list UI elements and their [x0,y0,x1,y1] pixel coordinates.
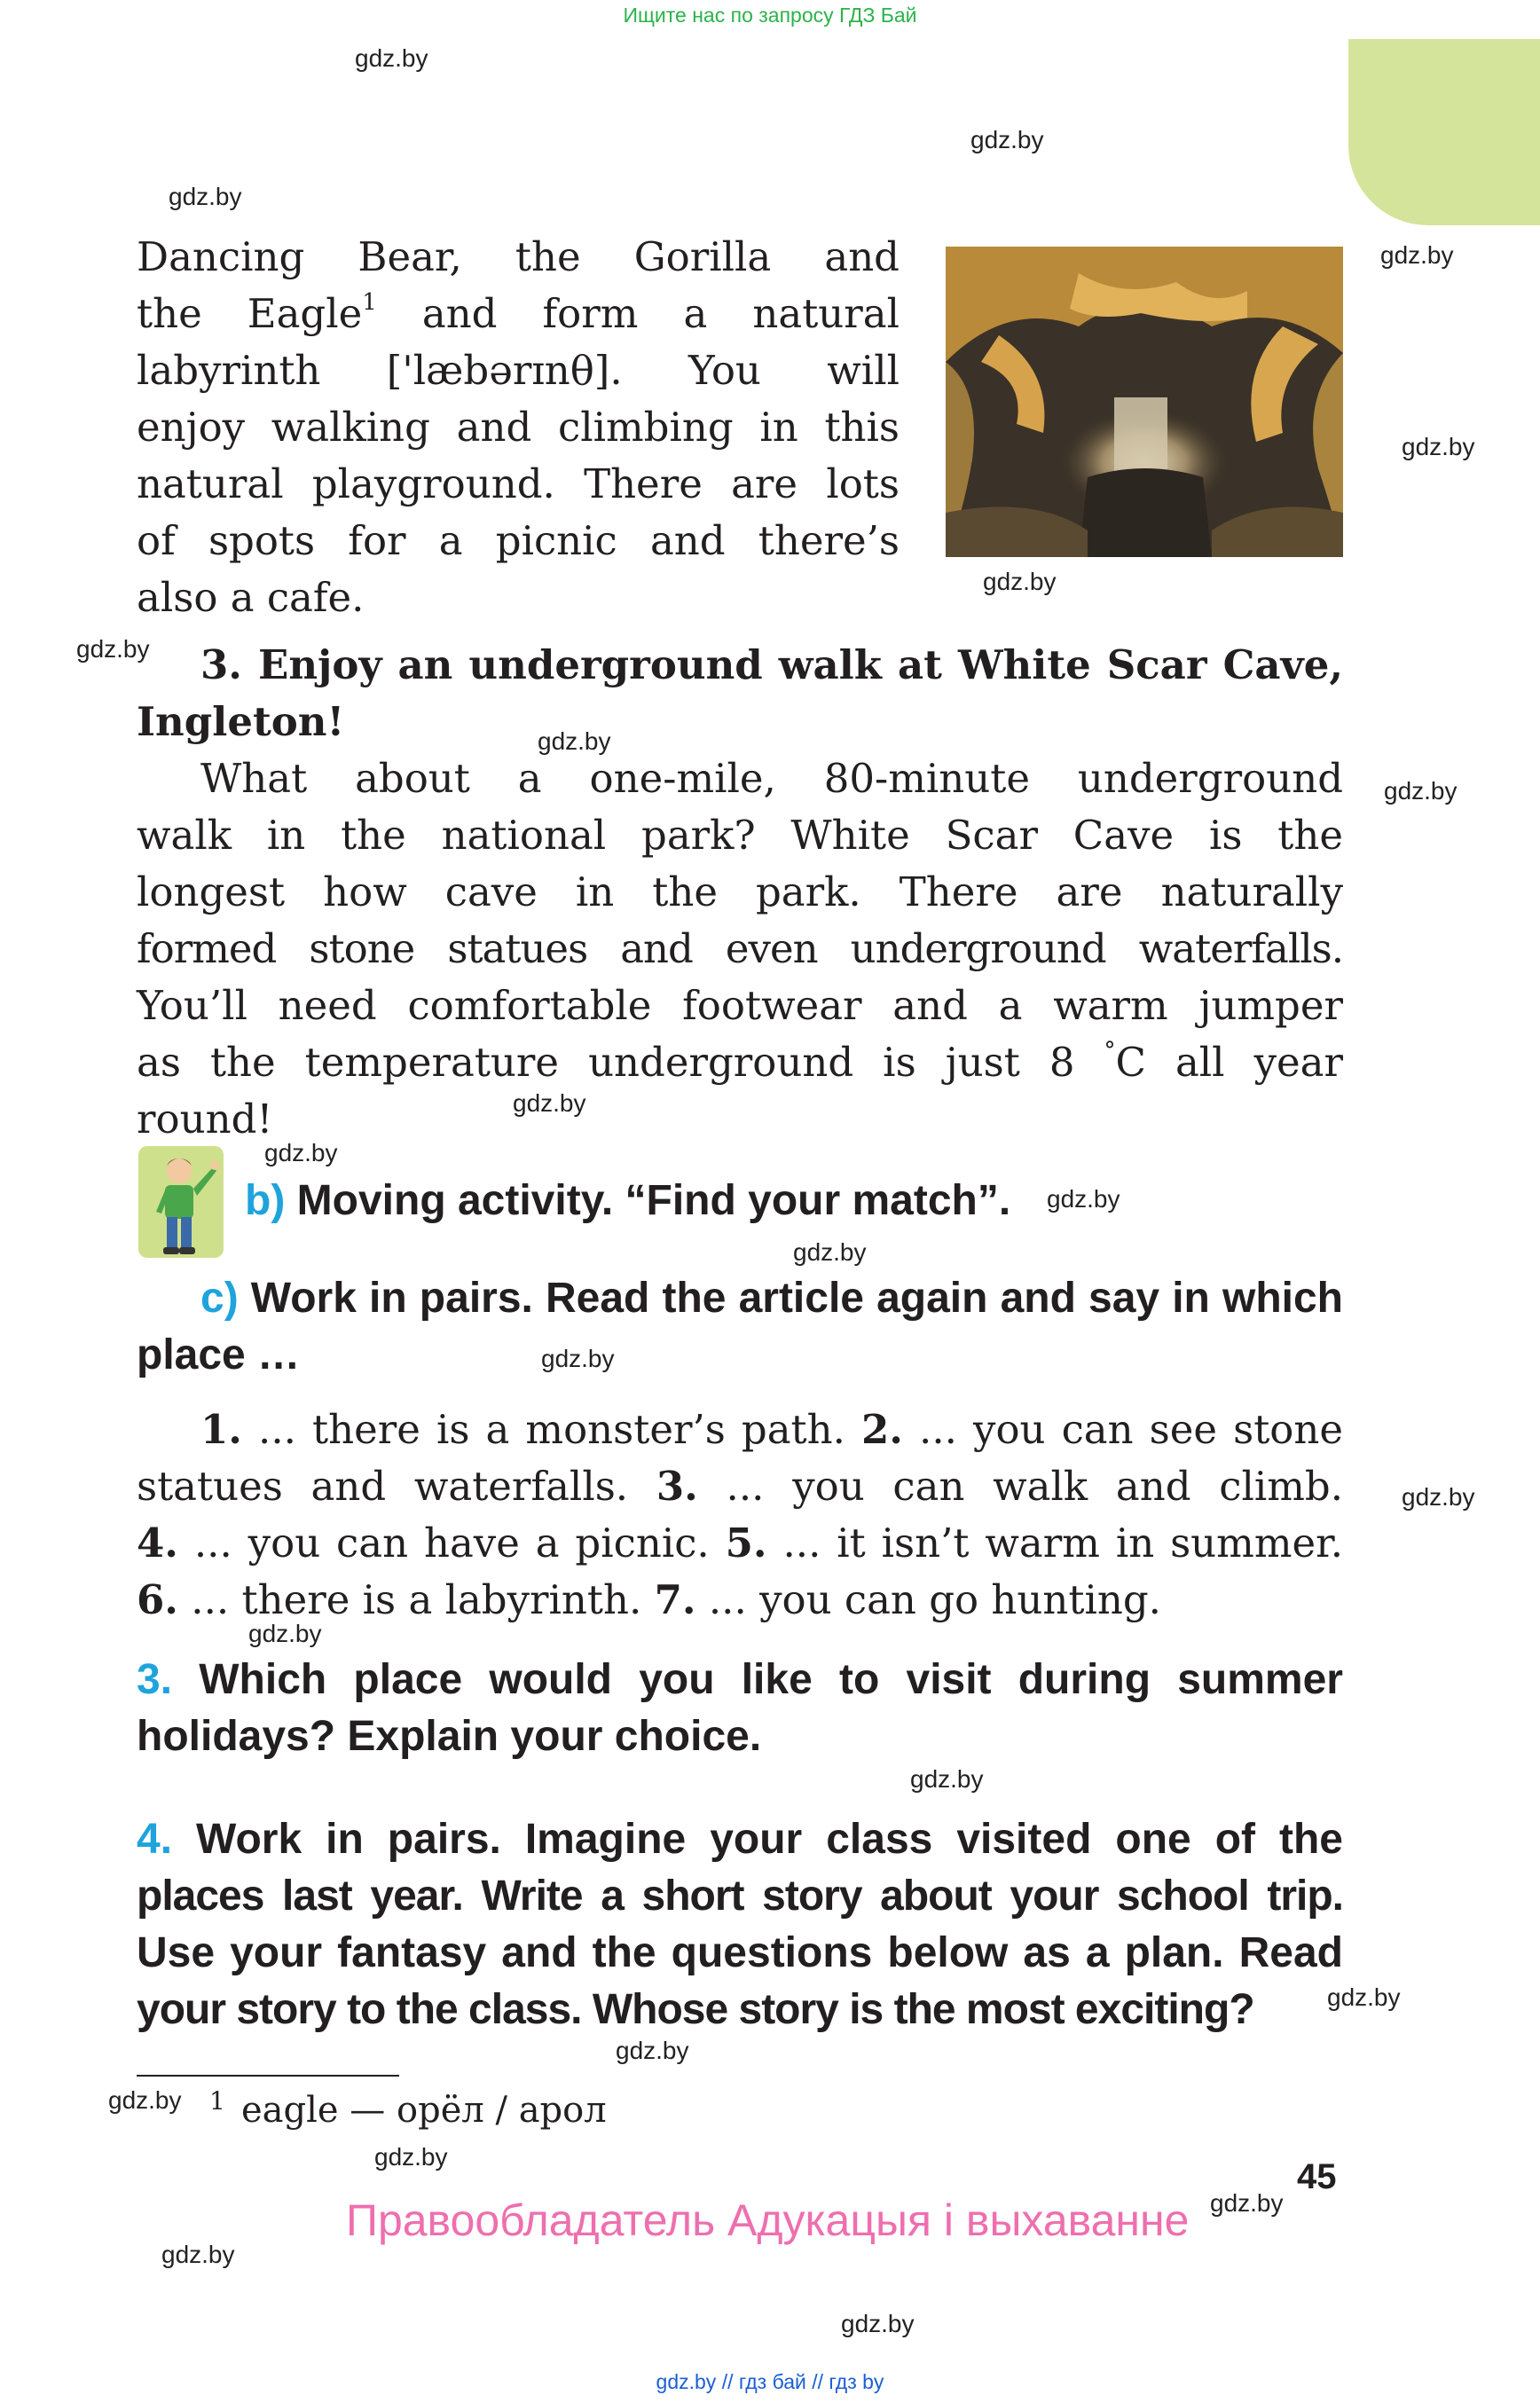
task-text: Which place would you like to visit during summer [199,1656,1343,1703]
paragraph-line-text: and form a natural [376,290,900,337]
task-letter: c) [200,1275,239,1322]
watermark: gdz.by [264,1139,338,1166]
boy-pointing-icon [138,1146,224,1258]
list-item [137,1458,1343,1515]
paragraph-line: natural playground. There are lots [137,460,900,507]
watermark: gdz.by [248,1620,322,1647]
task-text: places last year. Write a short story about your school trip. [137,1873,1343,1920]
watermark: gdz.by [1210,2189,1284,2217]
paragraph-line [137,286,900,342]
item-number: 7. [654,1576,696,1623]
task-letter: b) [245,1177,286,1224]
paragraph-line: round! [137,1095,273,1143]
task-4 [137,1815,1343,1864]
watermark: gdz.by [1327,1983,1401,2011]
item-text: ... it isn’t warm in summer. [766,1520,1343,1567]
paragraph-line: of spots for a picnic and there’s [137,517,900,564]
task-text: holidays? Explain your choice. [137,1713,762,1760]
cave-photo-image [946,247,1343,557]
copyright-notice: Правообладатель Адукацыя і выхаванне [346,2195,1190,2245]
paragraph-line: Dancing Bear, the Gorilla and [137,233,900,280]
task-text: place … [137,1331,301,1378]
list-item [200,1402,1343,1458]
watermark: gdz.by [161,2241,235,2268]
watermark: gdz.by [970,126,1044,153]
footnote-number: 1 [209,2086,225,2116]
watermark: gdz.by [374,2143,448,2171]
boy-pointing-icon-image [138,1146,224,1258]
bottom-links[interactable]: gdz.by // гдз бай // гдз by [656,2370,884,2393]
task-text: Use your fantasy and the questions below as a plan. Read [137,1929,1343,1976]
item-text: ... there is a monster’s path. [241,1406,861,1453]
item-text: ... you can see stone [902,1406,1343,1453]
task-c [200,1274,1343,1323]
paragraph-line-text: as the temperature underground is just 8 [137,1039,1075,1086]
watermark: gdz.by [513,1089,586,1117]
task-text: Work in pairs. Imagine your class visited one of the [196,1816,1344,1863]
footnote-text: eagle — орёл / арол [241,2090,607,2131]
item-number: 6. [137,1576,178,1623]
task-text: Moving activity. “Find your match”. [296,1177,1011,1224]
item-text: ... you can have a picnic. [177,1520,726,1567]
task-text: Work in pairs. Read the article again and say in which [250,1275,1343,1322]
task-text: your story to the class. Whose story is the most exciting? [137,1986,1254,2033]
section-heading: 3. Enjoy an underground walk at White Scar Cave, [200,641,1343,688]
watermark: gdz.by [1384,777,1458,805]
watermark: gdz.by [983,568,1057,595]
list-item [137,1515,1343,1572]
watermark: gdz.by [841,2310,915,2337]
watermark: gdz.by [76,635,150,663]
degree-sign: ° [1104,1038,1116,1064]
list-item [137,1572,1343,1629]
item-text: ... you can go hunting. [695,1576,1161,1623]
item-text: statues and waterfalls. [137,1463,656,1510]
watermark: gdz.by [910,1765,984,1793]
paragraph-line: labyrinth ['læbərɪnθ]. You will [137,347,900,394]
watermark: gdz.by [1402,433,1475,460]
paragraph-line-text: C all year [1115,1039,1343,1086]
paragraph-line: formed stone statues and even underground waterfalls. [137,925,1343,972]
task-3 [137,1655,1343,1704]
paragraph-line-text: the Eagle [137,290,363,337]
paragraph-line: longest how cave in the park. There are naturally [137,868,1343,915]
task-b [245,1176,1010,1225]
item-number: 1. [200,1406,242,1453]
watermark: gdz.by [793,1238,867,1266]
watermark: gdz.by [1380,241,1454,269]
watermark: gdz.by [1047,1185,1120,1213]
paragraph-line: enjoy walking and climbing in this [137,404,900,451]
paragraph-line: also a cafe. [137,574,365,621]
corner-tab-decoration [1348,39,1540,225]
page-number: 45 [1297,2157,1337,2196]
paragraph-line [137,1034,1343,1091]
item-text: ... you can walk and climb. [697,1463,1344,1510]
watermark: gdz.by [355,44,428,72]
item-number: 4. [137,1520,178,1567]
watermark: gdz.by [169,183,242,210]
watermark: gdz.by [616,2037,689,2064]
footnote-divider [137,2075,399,2077]
task-number: 4. [137,1816,173,1863]
section-heading: Ingleton! [137,698,345,745]
paragraph-line: walk in the national park? White Scar Cave is the [137,812,1343,859]
watermark: gdz.by [541,1345,615,1372]
item-text: ... there is a labyrinth. [177,1576,655,1623]
paragraph-line: You’ll need comfortable footwear and a warm jumper [137,982,1343,1029]
cave-photo [946,247,1343,557]
item-number: 3. [656,1463,698,1510]
watermark: gdz.by [1402,1483,1475,1511]
task-number: 3. [137,1656,173,1703]
top-banner[interactable]: Ищите нас по запросу ГДЗ Бай [623,4,917,27]
item-number: 2. [861,1406,903,1453]
item-number: 5. [725,1520,767,1567]
paragraph-line: What about a one-mile, 80-minute underground [200,755,1343,802]
watermark: gdz.by [108,2086,182,2114]
footnote-mark: 1 [362,289,377,316]
watermark: gdz.by [538,727,611,755]
